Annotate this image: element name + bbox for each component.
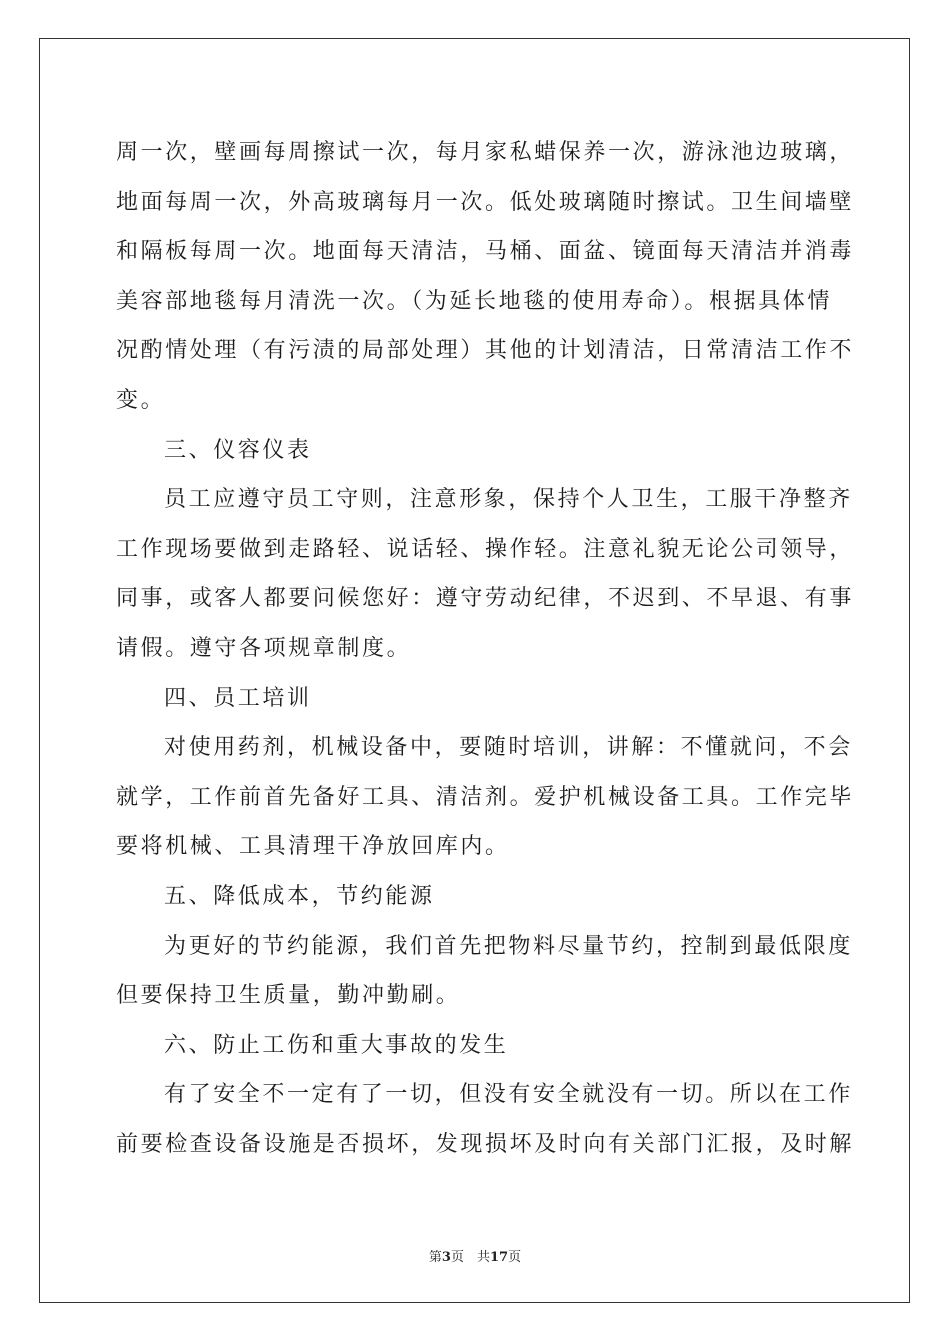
total-page-number: 17 — [489, 1250, 509, 1265]
section-heading: 六、防止工伤和重大事故的发生 — [164, 1032, 509, 1058]
text-line: 前要检查设备设施是否损坏，发现损坏及时向有关部门汇报，及时解 — [116, 1131, 855, 1157]
text-line: 况酌情处理（有污渍的局部处理）其他的计划清洁，日常清洁工作不 — [116, 338, 855, 364]
section-heading: 五、降低成本，节约能源 — [164, 883, 435, 909]
footer-mid: 页 共 — [450, 1250, 490, 1265]
document-body — [116, 128, 855, 1169]
text-line: 请假。遵守各项规章制度。 — [116, 635, 412, 661]
paragraph-start: 对使用药剂，机械设备中，要随时培训，讲解：不懂就问，不会 — [164, 735, 853, 761]
paragraph-start: 有了安全不一定有了一切，但没有安全就没有一切。所以在工作 — [164, 1082, 853, 1108]
section-heading: 四、员工培训 — [164, 685, 312, 711]
paragraph-start: 为更好的节约能源，我们首先把物料尽量节约，控制到最低限度 — [164, 933, 853, 959]
text-line: 工作现场要做到走路轻、说话轻、操作轻。注意礼貌无论公司领导， — [116, 536, 855, 562]
text-line: 但要保持卫生质量，勤冲勤刷。 — [116, 983, 461, 1009]
current-page-number: 3 — [441, 1250, 451, 1265]
text-line: 要将机械、工具清理干净放回库内。 — [116, 834, 510, 860]
text-line: 美容部地毯每月清洗一次。（为延长地毯的使用寿命）。根据具体情 — [116, 288, 833, 314]
footer-suffix: 页 — [508, 1250, 522, 1265]
section-heading: 三、仪容仪表 — [164, 437, 312, 463]
text-line: 就学，工作前首先备好工具、清洁剂。爱护机械设备工具。工作完毕 — [116, 784, 855, 810]
text-line: 地面每周一次，外高玻璃每月一次。低处玻璃随时擦试。卫生间墙壁 — [116, 189, 855, 215]
text-line: 变。 — [116, 387, 166, 413]
text-line: 和隔板每周一次。地面每天清洁，马桶、面盆、镜面每天清洁并消毒 — [116, 239, 855, 265]
footer-prefix: 第 — [428, 1250, 442, 1265]
text-line: 周一次，壁画每周擦试一次，每月家私蜡保养一次，游泳池边玻璃， — [116, 140, 855, 165]
text-line: 同事，或客人都要问候您好：遵守劳动纪律，不迟到、不早退、有事 — [116, 586, 855, 612]
page-footer — [0, 1246, 950, 1265]
paragraph-start: 员工应遵守员工守则，注意形象，保持个人卫生，工服干净整齐 — [164, 487, 853, 513]
